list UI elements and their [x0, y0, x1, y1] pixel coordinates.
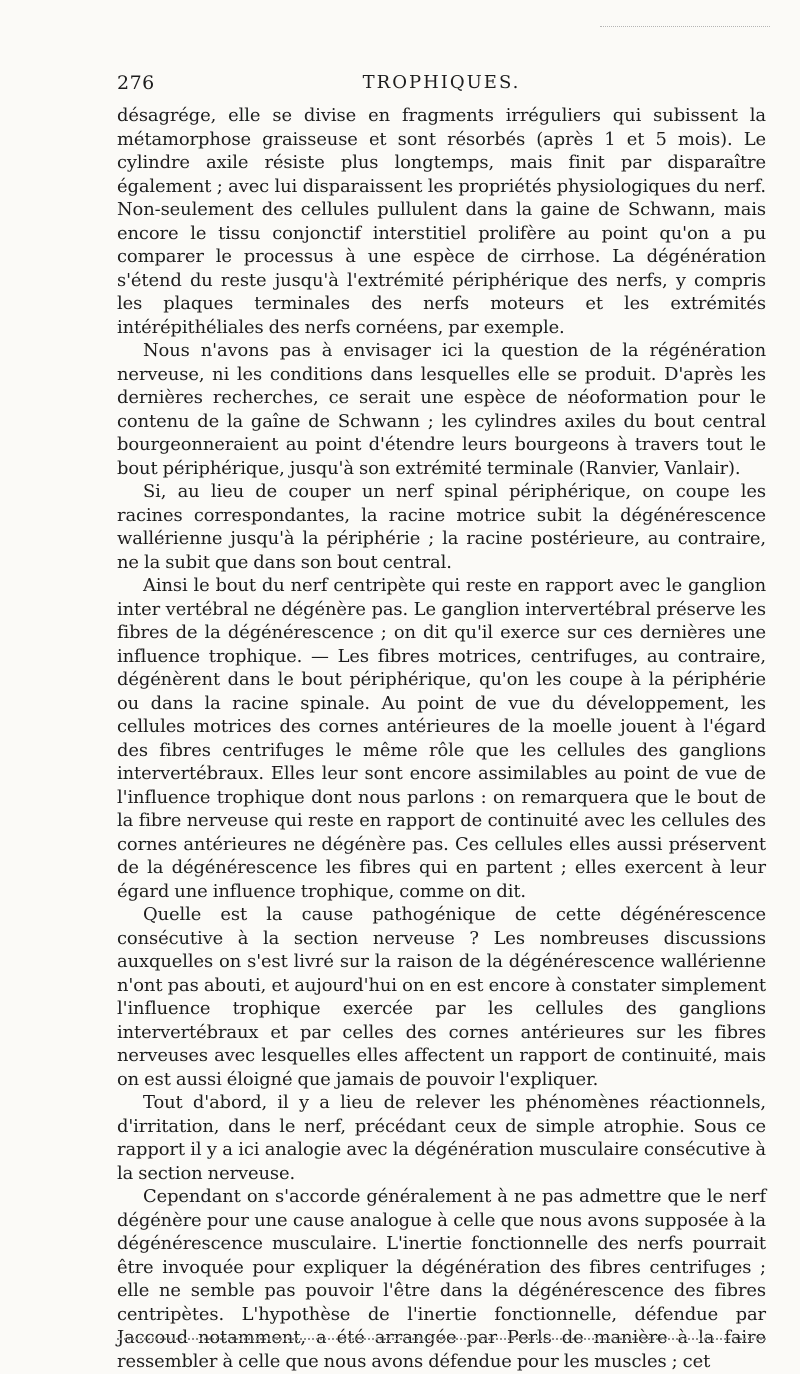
- paragraph: Si, au lieu de couper un nerf spinal périphérique, on coupe les racines correspondantes, la racine motrice subit la dégénérescence wallérienne jusqu'à la périphérie ; la racine postérieure, au contraire, ne la subit que dans son bout central.: [117, 481, 766, 573]
- paragraph: Tout d'abord, il y a lieu de relever les phénomènes réactionnels, d'irritation, dans le nerf, précédant ceux de simple atrophie. Sous ce rapport il y a ici analogie avec la dégénération musculaire consécutive à la section nerveuse.: [117, 1092, 766, 1184]
- page-header: [117, 72, 766, 102]
- running-title: TROPHIQUES.: [362, 72, 521, 93]
- footer-rule: [117, 1338, 766, 1340]
- paragraph: Cependant on s'accorde généralement à ne pas admettre que le nerf dégénère pour une cause analogue à celle que nous avons supposée à la dégénérescence musculaire. L'inertie fonctionnelle des nerfs pourrait être invoquée pour expliquer la dégénération des fibres centrifuges ; elle ne semble pas pouvoir l'être dans la dégénérescence des fibres centripètes. L'hypothèse de l'inertie fonctionnelle, défendue par Jaccoud notamment, a été arrangée par Perls de manière à la faire ressembler à celle que nous avons défendue pour les muscles ; cet: [117, 1186, 766, 1372]
- paragraph: Nous n'avons pas à envisager ici la question de la régénération nerveuse, ni les conditions dans lesquelles elle se produit. D'après les dernières recherches, ce serait une espèce de néoformation pour le contenu de la gaîne de Schwann ; les cylindres axiles du bout central bourgeonneraient au point d'étendre leurs bourgeons à travers tout le bout périphérique, jusqu'à son extrémité terminale (Ranvier, Vanlair).: [117, 340, 766, 479]
- paragraph: désagrége, elle se divise en fragments irréguliers qui subissent la métamorphose graisseuse et sont résorbés (après 1 et 5 mois). Le cylindre axile résiste plus longtemps, mais finit par disparaître également ; avec lui disparaissent les propriétés physiologiques du nerf. Non-seulement des cellules pullulent dans la gaine de Schwann, mais encore le tissu conjonctif interstitiel prolifère au point qu'on a pu comparer le processus à une espèce de cirrhose. La dégénération s'étend du reste jusqu'à l'extrémité périphérique des nerfs, y compris les plaques terminales des nerfs moteurs et les extrémités intérépithéliales des nerfs cornéens, par exemple.: [117, 105, 766, 338]
- body-text: [117, 104, 766, 1373]
- page-number: 276: [117, 72, 155, 94]
- paragraph: Quelle est la cause pathogénique de cette dégénérescence consécutive à la section nerveuse ? Les nombreuses discussions auxquelles on s'est livré sur la raison de la dégénérescence wallérienne n'ont pas abouti, et aujourd'hui on en est encore à constater simplement l'influence trophique exercée par les cellules des ganglions intervertébraux et par celles des cornes antérieures sur les fibres nerveuses avec lesquelles elles affectent un rapport de continuité, mais on est aussi éloigné que jamais de pouvoir l'expliquer.: [117, 904, 766, 1090]
- scan-artifact: [600, 26, 770, 27]
- paragraph: Ainsi le bout du nerf centripète qui reste en rapport avec le ganglion inter vertébral ne dégénère pas. Le ganglion intervertébral préserve les fibres de la dégénérescence ; on dit qu'il exerce sur ces dernières une influence trophique. — Les fibres motrices, centrifuges, au contraire, dégénèrent dans le bout périphérique, qu'on les coupe à la périphérie ou dans la racine spinale. Au point de vue du développement, les cellules motrices des cornes antérieures de la moelle jouent à l'égard des fibres centrifuges le même rôle que les cellules des ganglions intervertébraux. Elles leur sont encore assimilables au point de vue de l'influence trophique dont nous parlons : on remarquera que le bout de la fibre nerveuse qui reste en rapport de continuité avec les cellules des cornes antérieures ne dégénère pas. Ces cellules elles aussi préservent de la dégénérescence les fibres qui en partent ; elles exercent à leur égard une influence trophique, comme on dit.: [117, 575, 766, 902]
